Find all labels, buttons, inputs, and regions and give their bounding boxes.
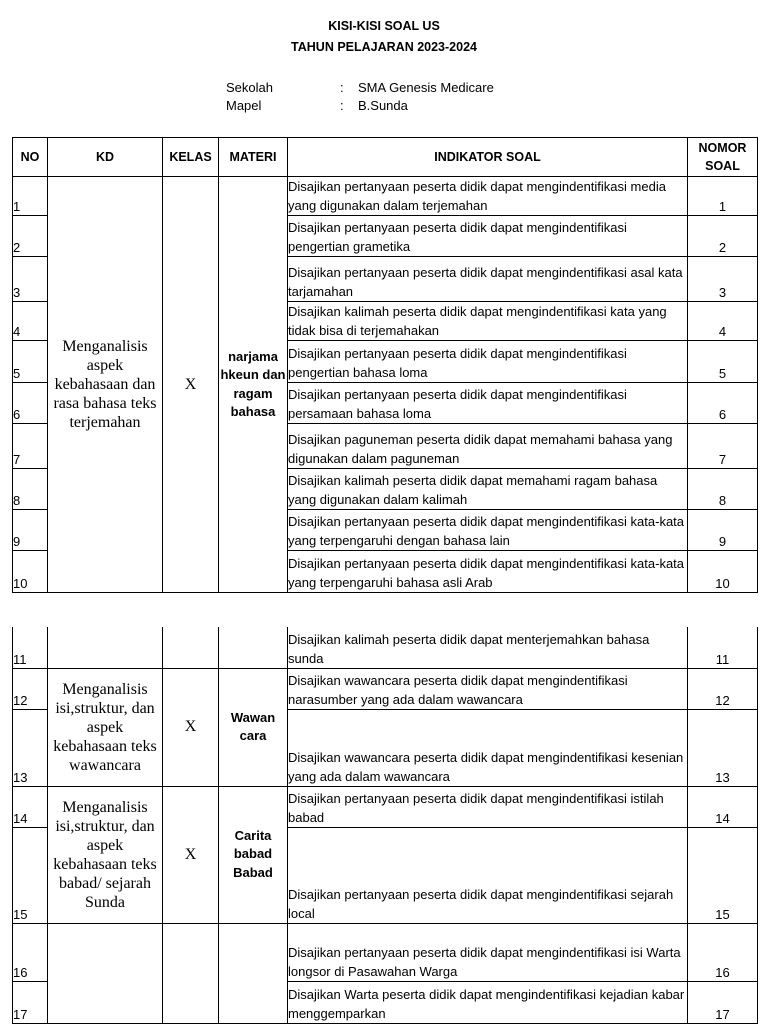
nomor-soal-cell: 14 (688, 786, 758, 827)
row-no: 7 (13, 424, 48, 469)
indikator-cell: Disajikan pertanyaan peserta didik dapat mengindentifikasi asal kata tarjamahan (288, 257, 688, 302)
indikator-cell: Disajikan wawancara peserta didik dapat mengindentifikasi kesenian yang ada dalam wawancara (288, 709, 688, 786)
row-no: 3 (13, 257, 48, 302)
table-row (13, 177, 758, 216)
kisi-kisi-table-page-1 (12, 137, 758, 593)
table-row (13, 923, 758, 981)
row-no: 15 (13, 827, 48, 923)
materi-cell: Wawan cara (219, 668, 288, 786)
col-header-indikator: INDIKATOR SOAL (288, 138, 688, 177)
kelas-cell-empty (163, 627, 219, 668)
indikator-cell: Disajikan pertanyaan peserta didik dapat mengindentifikasi media yang digunakan dalam terjemahan (288, 177, 688, 216)
table-row (13, 627, 758, 668)
row-no: 12 (13, 668, 48, 709)
nomor-soal-cell: 7 (688, 424, 758, 469)
indikator-cell: Disajikan wawancara peserta didik dapat mengindentifikasi narasumber yang ada dalam wawancara (288, 668, 688, 709)
sekolah-colon: : (340, 80, 344, 95)
col-header-kd: KD (48, 138, 163, 177)
indikator-cell: Disajikan pertanyaan peserta didik dapat mengindentifikasi kata-kata yang terpengaruhi bahasa asli Arab (288, 551, 688, 593)
nomor-soal-cell: 8 (688, 469, 758, 510)
row-no: 14 (13, 786, 48, 827)
row-no: 17 (13, 981, 48, 1023)
col-header-nomor (688, 138, 758, 177)
kd-cell-empty (48, 923, 163, 1023)
nomor-soal-cell: 1 (688, 177, 758, 216)
mapel-value: B.Sunda (358, 98, 408, 113)
materi-cell-empty (219, 923, 288, 1023)
indikator-cell: Disajikan pertanyaan peserta didik dapat mengindentifikasi pengertian grametika (288, 216, 688, 257)
indikator-cell: Disajikan kalimah peserta didik dapat menterjemahkan bahasa sunda (288, 627, 688, 668)
kelas-cell: X (163, 177, 219, 593)
table-row (13, 668, 758, 709)
nomor-soal-cell: 5 (688, 341, 758, 383)
kd-cell: Menganalisis aspek kebahasaan dan rasa bahasa teks terjemahan (48, 177, 163, 593)
nomor-soal-cell: 9 (688, 510, 758, 551)
indikator-cell: Disajikan pertanyaan peserta didik dapat mengindentifikasi persamaan bahasa loma (288, 383, 688, 424)
row-no: 1 (13, 177, 48, 216)
row-no: 10 (13, 551, 48, 593)
kelas-cell-empty (163, 923, 219, 1023)
sekolah-value: SMA Genesis Medicare (358, 80, 494, 95)
kelas-cell: X (163, 668, 219, 786)
indikator-cell: Disajikan Warta peserta didik dapat mengindentifikasi kejadian kabar menggemparkan (288, 981, 688, 1023)
row-no: 4 (13, 302, 48, 341)
kd-cell: Menganalisis isi,struktur, dan aspek kebahasaan teks wawancara (48, 668, 163, 786)
nomor-soal-cell: 13 (688, 709, 758, 786)
nomor-soal-cell: 11 (688, 627, 758, 668)
nomor-soal-cell: 17 (688, 981, 758, 1023)
row-no: 2 (13, 216, 48, 257)
nomor-soal-cell: 16 (688, 923, 758, 981)
row-no: 8 (13, 469, 48, 510)
nomor-soal-cell: 4 (688, 302, 758, 341)
nomor-soal-cell: 10 (688, 551, 758, 593)
row-no: 5 (13, 341, 48, 383)
indikator-cell: Disajikan kalimah peserta didik dapat memahami ragam bahasa yang digunakan dalam kalimah (288, 469, 688, 510)
table-row (13, 786, 758, 827)
col-header-nomor-line2: SOAL (705, 159, 740, 173)
row-no: 9 (13, 510, 48, 551)
row-no: 16 (13, 923, 48, 981)
indikator-cell: Disajikan pertanyaan peserta didik dapat mengindentifikasi sejarah local (288, 827, 688, 923)
col-header-kelas: KELAS (163, 138, 219, 177)
sekolah-label: Sekolah (226, 80, 273, 95)
mapel-colon: : (340, 98, 344, 113)
row-no: 13 (13, 709, 48, 786)
kd-cell: Menganalisis isi,struktur, dan aspek kebahasaan teks babad/ sejarah Sunda (48, 786, 163, 923)
col-header-nomor-line1: NOMOR (698, 141, 747, 155)
mapel-label: Mapel (226, 98, 262, 113)
materi-cell: Carita babad Babad (219, 786, 288, 923)
kd-cell-empty (48, 627, 163, 668)
row-no: 6 (13, 383, 48, 424)
indikator-cell: Disajikan kalimah peserta didik dapat mengindentifikasi kata yang tidak bisa di terjemahakan (288, 302, 688, 341)
indikator-cell: Disajikan pertanyaan peserta didik dapat mengindentifikasi pengertian bahasa loma (288, 341, 688, 383)
document-year: TAHUN PELAJARAN 2023-2024 (291, 40, 477, 54)
document-title: KISI-KISI SOAL US (328, 19, 440, 33)
materi-cell-empty (219, 627, 288, 668)
nomor-soal-cell: 3 (688, 257, 758, 302)
nomor-soal-cell: 15 (688, 827, 758, 923)
nomor-soal-cell: 12 (688, 668, 758, 709)
nomor-soal-cell: 6 (688, 383, 758, 424)
indikator-cell: Disajikan pertanyaan peserta didik dapat mengindentifikasi kata-kata yang terpengaruhi dengan bahasa lain (288, 510, 688, 551)
row-no: 11 (13, 627, 48, 668)
materi-cell: narjama hkeun dan ragam bahasa (219, 177, 288, 593)
kisi-kisi-table-page-2 (12, 627, 758, 1024)
table-header-row (13, 138, 758, 177)
col-header-no: NO (13, 138, 48, 177)
col-header-materi: MATERI (219, 138, 288, 177)
indikator-cell: Disajikan pertanyaan peserta didik dapat mengindentifikasi istilah babad (288, 786, 688, 827)
indikator-cell: Disajikan paguneman peserta didik dapat memahami bahasa yang digunakan dalam paguneman (288, 424, 688, 469)
indikator-cell: Disajikan pertanyaan peserta didik dapat mengindentifikasi isi Warta longsor di Pasawahan Warga (288, 923, 688, 981)
kelas-cell: X (163, 786, 219, 923)
nomor-soal-cell: 2 (688, 216, 758, 257)
